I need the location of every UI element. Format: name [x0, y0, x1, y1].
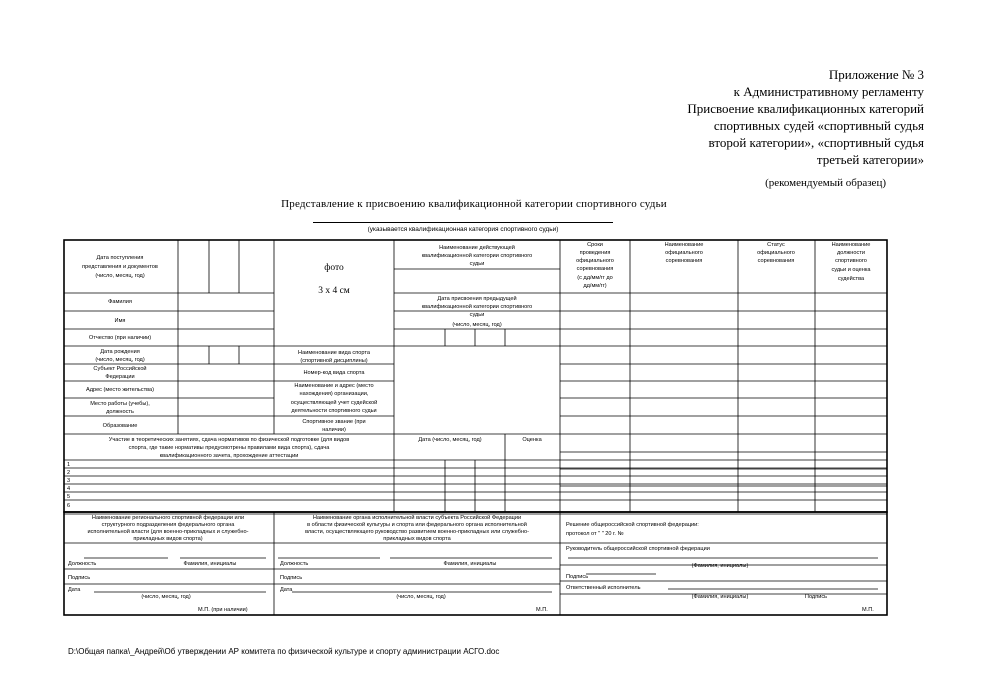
col3-signature-label: Подпись — [566, 574, 589, 580]
header-line: второй категории», «спортивный судья — [708, 135, 924, 150]
header-position: судейства — [837, 276, 865, 282]
label-patronymic: Отчество (при наличии) — [88, 335, 152, 341]
label-organization: Наименование и адрес (место — [294, 383, 374, 389]
col1-position: Должность — [68, 561, 97, 567]
participation-text: спорта, где такие нормативы предусмотрены правилами вида спорта), сдача — [128, 445, 330, 451]
label-date-previous: Дата присвоения предыдущей — [437, 296, 517, 302]
col3-signature: Подпись — [804, 594, 828, 600]
header-line: Приложение № 3 — [828, 67, 924, 82]
label-work: должность — [106, 409, 134, 415]
label-birth-date: Дата рождения — [100, 349, 140, 355]
form-title-text: Представление к присвоению квалификационной категории спортивного судьи — [281, 198, 667, 210]
label-current-category: судьи — [469, 261, 485, 267]
col2-title: власти, осуществляющего руководство развитием военно-прикладных или служебно- — [305, 529, 529, 535]
col1-title: прикладных видов спорта) — [133, 536, 203, 542]
label-sport-name: Наименование вида спорта — [298, 350, 370, 356]
participation-text: Участие в теоретических занятиях, сдача нормативов по физической подготовке (для видов — [108, 437, 350, 443]
label-organization: деятельности спортивного судьи — [291, 408, 377, 414]
form-subtitle: (указывается квалификационная категория спортивного судьи) — [367, 226, 559, 233]
header-line: спортивных судей «спортивный судья — [713, 118, 924, 133]
header-dates: (с дд/мм/гг до — [577, 275, 613, 281]
header-position: спортивного — [835, 258, 867, 264]
col3-responsible: Ответственный исполнитель — [566, 585, 641, 591]
col1-title: Наименование регионального спортивной федерации или — [91, 515, 245, 521]
label-work: Место работы (учебы), — [90, 401, 150, 407]
col2-signature: Подпись — [280, 575, 303, 581]
col2-title: прикладных видов спорта — [383, 536, 451, 542]
header-status: Статус — [767, 242, 785, 248]
row-number: 5 — [67, 494, 71, 500]
label-date-received: Дата поступления — [96, 255, 144, 261]
col2-fio: Фамилия, инициалы — [443, 561, 497, 567]
row-number: 2 — [67, 470, 71, 476]
participation-text: квалификационного зачета, прохождение аттестации — [159, 453, 299, 459]
row-number: 1 — [67, 462, 71, 468]
header-position: судьи и оценка — [831, 267, 871, 273]
header-line: к Административному регламенту — [733, 84, 924, 99]
header-status: официального — [757, 250, 795, 256]
col1-date: Дата — [68, 587, 81, 593]
label-current-category: квалификационной категории спортивного — [421, 253, 533, 259]
label-name: Имя — [114, 318, 126, 324]
participation-grade-header: Оценка — [522, 437, 542, 443]
top-table — [64, 240, 887, 512]
col1-date-paren: (число, месяц, год) — [141, 594, 191, 600]
col3-head: Руководитель общероссийской спортивной федерации — [566, 546, 710, 552]
col1-title: структурного подразделения федерального органа — [101, 522, 235, 528]
label-birth-date: (число, месяц, год) — [95, 357, 145, 363]
label-organization: осуществляющей учет судейской — [290, 400, 378, 406]
col3-protocol: протокол от " " 20 г. № — [566, 531, 624, 537]
col2-position: Должность — [280, 561, 309, 567]
header-status: соревнования — [757, 258, 795, 264]
label-current-category: Наименование действующей — [439, 245, 515, 251]
row-number: 3 — [67, 478, 71, 484]
header-dates: дд/мм/гг) — [583, 283, 607, 289]
header-competition: официального — [665, 250, 703, 256]
col3-fio: (Фамилия, инициалы) — [691, 594, 749, 600]
label-date-previous: (число, месяц, год) — [452, 322, 502, 328]
row-number: 4 — [67, 486, 71, 492]
label-organization: нахождения) организации, — [299, 391, 369, 397]
label-sport-title: Спортивное звание (при — [302, 419, 366, 425]
label-address: Адрес (место жительства) — [85, 387, 155, 393]
header-competition: соревнования — [665, 258, 703, 264]
label-subject: Федерации — [105, 374, 135, 380]
header-position: должности — [837, 250, 865, 256]
col1-mp: М.П. (при наличии) — [198, 607, 248, 613]
col1-fio: Фамилия, инициалы — [183, 561, 237, 567]
label-surname: Фамилия — [108, 299, 132, 305]
col2-mp: М.П. — [536, 607, 548, 613]
document-path: D:\Общая папка\_Андрей\Об утверждении АР комитета по физической культуре и спорту администрации АСГО.doc — [68, 647, 500, 656]
col2-title: в области физической культуры и спорта или федерального органа исполнительной — [307, 522, 527, 528]
photo-label: фото — [324, 263, 344, 273]
label-date-previous: судьи — [469, 312, 485, 318]
header-line: Присвоение квалификационных категорий — [687, 101, 924, 116]
col2-title: Наименование органа исполнительной власти субъекта Российской Федерации — [312, 515, 522, 521]
header-line: третьей категории» — [816, 152, 924, 167]
label-date-received: представления и документов — [82, 264, 158, 270]
col1-signature: Подпись — [68, 575, 91, 581]
sample-note: (рекомендуемый образец) — [765, 177, 886, 189]
col3-decision: Решение общероссийской спортивной федерации: — [566, 522, 699, 528]
header-dates: Сроки — [587, 242, 603, 248]
col3-mp: М.П. — [862, 607, 874, 613]
col1-title: исполнительной власти (для военно-прикладных и служебно- — [87, 529, 249, 535]
col2-date: Дата — [280, 587, 293, 593]
header-dates: проведения — [579, 250, 611, 256]
header-position: Наименование — [831, 242, 871, 248]
label-date-previous: квалификационной категории спортивного — [421, 304, 533, 310]
header-dates: соревнования — [576, 266, 614, 272]
label-date-received: (число, месяц, год) — [95, 273, 145, 279]
col2-date-paren: (число, месяц, год) — [396, 594, 446, 600]
row-number: 6 — [67, 503, 71, 509]
header-competition: Наименование — [664, 242, 704, 248]
label-sport-title: наличии) — [322, 427, 346, 433]
label-sport-name: (спортивной дисциплины) — [300, 358, 368, 364]
col3-fio: (Фамилия, инициалы) — [691, 563, 749, 569]
header-dates: официального — [576, 258, 614, 264]
label-sport-code: Номер-код вида спорта — [303, 370, 365, 376]
label-education: Образование — [102, 423, 138, 429]
label-subject: Субъект Российской — [93, 366, 147, 372]
photo-size: 3 х 4 см — [318, 286, 350, 296]
participation-date-header: Дата (число, месяц, год) — [418, 437, 482, 443]
